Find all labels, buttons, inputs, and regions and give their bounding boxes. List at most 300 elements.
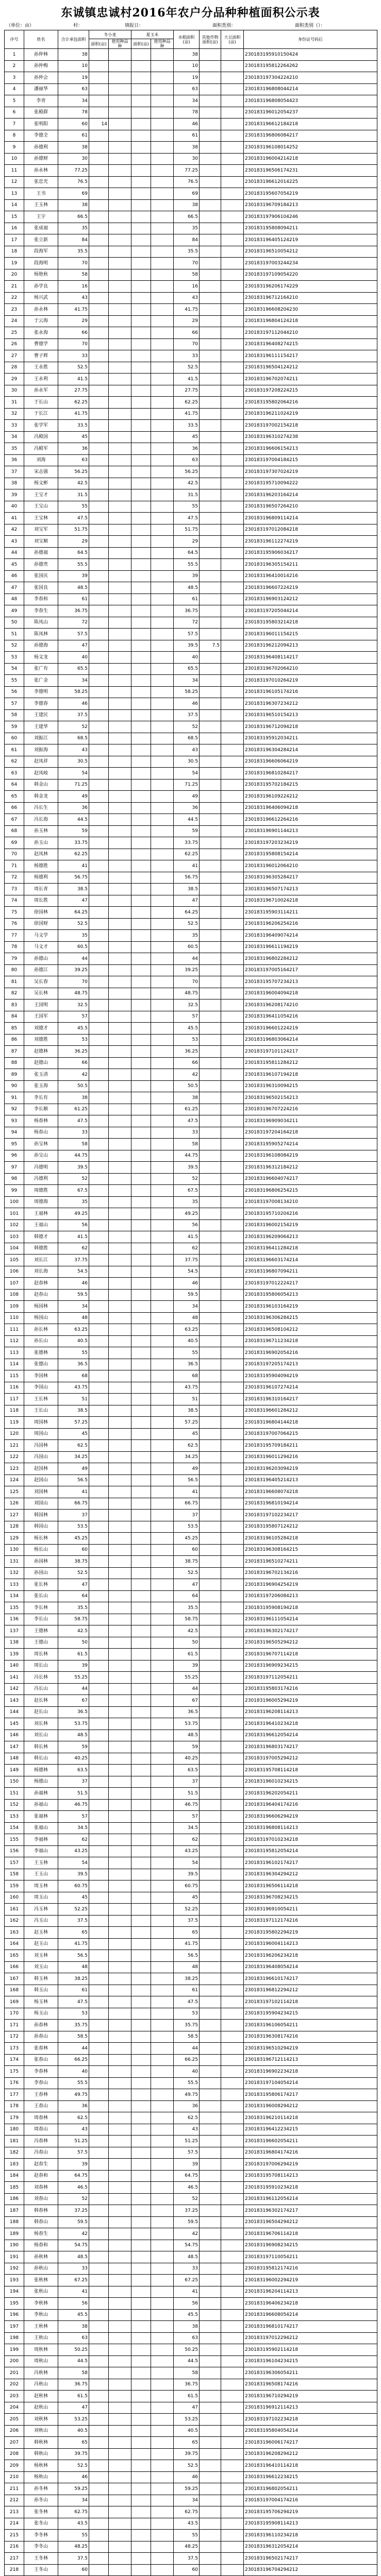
row-wheat-variety	[109, 1335, 131, 1347]
row-other-area	[200, 211, 221, 223]
row-rice-area: 38.75	[174, 1556, 200, 1568]
table-row	[5, 2263, 377, 2275]
row-corn-variety	[151, 1382, 174, 1394]
row-other-area	[200, 663, 221, 675]
row-corn-variety	[151, 1985, 174, 1996]
table-row	[5, 2425, 377, 2437]
row-account: 230183196903124212	[244, 594, 377, 605]
row-contract-area: 66.5	[58, 211, 89, 223]
row-seq: 132	[5, 1567, 24, 1579]
row-soy-area	[221, 2263, 244, 2275]
row-contract-area: 38.25	[58, 1973, 89, 1985]
table-row	[5, 2216, 377, 2228]
row-seq: 43	[5, 536, 24, 548]
row-wheat-variety	[109, 1057, 131, 1069]
row-contract-area: 54.5	[58, 1266, 89, 1278]
row-name: 冯长山	[24, 1683, 58, 1695]
row-wheat-variety	[109, 2240, 131, 2251]
row-corn-area	[131, 721, 151, 733]
table-row	[5, 281, 377, 293]
row-name: 杨德林	[24, 1765, 58, 1776]
row-corn-area	[131, 385, 151, 397]
row-corn-variety	[151, 605, 174, 617]
row-other-area	[200, 605, 221, 617]
row-corn-area	[131, 269, 151, 281]
row-other-area	[200, 2425, 221, 2437]
row-wheat-variety	[109, 2425, 131, 2437]
row-account: 230183196710024218	[244, 895, 377, 907]
row-account: 230183196310094215	[244, 1080, 377, 1092]
row-account: 230183196902054216	[244, 1347, 377, 1359]
row-account: 230183196510274211	[244, 1556, 377, 1568]
row-seq: 117	[5, 1394, 24, 1405]
row-wheat-variety	[109, 999, 131, 1011]
row-rice-area: 38	[174, 49, 200, 61]
row-name: 韩金山	[24, 779, 58, 791]
row-corn-variety	[151, 1533, 174, 1545]
row-other-area	[200, 2054, 221, 2066]
row-wheat-variety	[109, 107, 131, 118]
row-corn-area	[131, 2112, 151, 2124]
row-contract-area: 60	[58, 118, 89, 130]
row-corn-area	[131, 258, 151, 269]
row-wheat-variety	[109, 1510, 131, 1521]
row-wheat-variety	[109, 1219, 131, 1231]
row-wheat-area	[89, 2124, 109, 2136]
row-account: 230183195811284212	[244, 1057, 377, 1069]
table-row	[5, 2228, 377, 2240]
row-wheat-variety	[109, 1173, 131, 1185]
header-name: 姓名	[24, 30, 58, 49]
table-row	[5, 153, 377, 165]
row-rice-area: 66	[174, 1057, 200, 1069]
row-name: 孙永林	[24, 165, 58, 177]
row-seq: 63	[5, 768, 24, 779]
row-other-area	[200, 83, 221, 95]
row-account: 230183196306284215	[244, 1312, 377, 1324]
row-account: 230183196408114217	[244, 652, 377, 664]
row-wheat-variety	[109, 629, 131, 640]
row-contract-area: 59.5	[58, 1289, 89, 1301]
row-rice-area: 53	[174, 2008, 200, 2020]
row-wheat-variety	[109, 374, 131, 385]
row-seq: 38	[5, 478, 24, 489]
row-other-area	[200, 1034, 221, 1046]
row-wheat-variety	[109, 825, 131, 837]
row-wheat-area	[89, 675, 109, 687]
row-name: 孙宝林	[24, 1139, 58, 1150]
table-row	[5, 2100, 377, 2112]
row-corn-area	[131, 1451, 151, 1463]
row-name: 王德山	[24, 1637, 58, 1649]
row-wheat-variety	[109, 918, 131, 930]
row-rice-area: 39.5	[174, 640, 200, 652]
row-contract-area: 72	[58, 617, 89, 629]
row-account: 230183196002154219	[244, 1219, 377, 1231]
row-name: 王玉林	[24, 1857, 58, 1869]
table-row	[5, 2136, 377, 2147]
row-name: 王国明	[24, 999, 58, 1011]
row-corn-variety	[151, 2205, 174, 2217]
row-other-area	[200, 1359, 221, 1370]
row-contract-area: 38	[58, 1092, 89, 1104]
row-name: 刘春林	[24, 2182, 58, 2194]
row-corn-variety	[151, 431, 174, 443]
row-wheat-variety	[109, 2089, 131, 2101]
row-corn-variety	[151, 1069, 174, 1081]
row-corn-area	[131, 223, 151, 234]
row-name: 李青	[24, 95, 58, 107]
row-corn-variety	[151, 2495, 174, 2506]
table-row	[5, 1533, 377, 1545]
row-other-area	[200, 72, 221, 84]
row-other-area	[200, 1266, 221, 1278]
row-other-area	[200, 1486, 221, 1498]
row-seq: 144	[5, 1706, 24, 1718]
row-contract-area: 52.25	[58, 1904, 89, 1916]
row-other-area	[200, 188, 221, 200]
row-wheat-variety	[109, 941, 131, 953]
row-name: 李春林	[24, 2066, 58, 2078]
row-rice-area: 47	[174, 895, 200, 907]
row-corn-variety	[151, 1625, 174, 1637]
row-corn-area	[131, 768, 151, 779]
row-other-area	[200, 107, 221, 118]
row-corn-variety	[151, 1579, 174, 1591]
row-contract-area: 53	[58, 2008, 89, 2020]
row-corn-variety	[151, 2564, 174, 2576]
row-corn-area	[131, 1312, 151, 1324]
row-other-area	[200, 2495, 221, 2506]
table-row	[5, 1243, 377, 1255]
row-wheat-variety	[109, 443, 131, 455]
row-other-area	[200, 872, 221, 884]
row-account: 230183197008134210	[244, 1196, 377, 1208]
table-row	[5, 246, 377, 258]
row-contract-area: 59.25	[58, 2483, 89, 2495]
row-corn-area	[131, 1927, 151, 1939]
row-wheat-area	[89, 1382, 109, 1394]
row-seq: 105	[5, 1255, 24, 1266]
row-wheat-variety	[109, 2518, 131, 2530]
row-rice-area: 35.5	[174, 1602, 200, 1614]
table-row	[5, 768, 377, 779]
row-contract-area: 45	[58, 1428, 89, 1440]
row-rice-area: 35.75	[174, 2020, 200, 2031]
row-wheat-area	[89, 559, 109, 571]
row-rice-area: 44.5	[174, 814, 200, 826]
row-other-area	[200, 1637, 221, 1649]
row-corn-variety	[151, 2031, 174, 2043]
row-contract-area: 36.25	[58, 1046, 89, 1058]
row-seq: 94	[5, 1127, 24, 1139]
row-wheat-variety	[109, 49, 131, 61]
row-other-area	[200, 779, 221, 791]
row-corn-area	[131, 374, 151, 385]
row-rice-area: 61	[174, 130, 200, 142]
row-other-area	[200, 2379, 221, 2391]
row-corn-area	[131, 2379, 151, 2391]
row-corn-variety	[151, 2553, 174, 2565]
row-seq: 148	[5, 1753, 24, 1765]
table-row	[5, 1034, 377, 1046]
row-wheat-variety	[109, 2100, 131, 2112]
row-wheat-area	[89, 1231, 109, 1243]
row-account: 230183196909034211	[244, 1115, 377, 1127]
row-account: 230183196608054214	[244, 2309, 377, 2321]
row-rice-area: 49.75	[174, 2089, 200, 2101]
row-corn-variety	[151, 2263, 174, 2275]
row-soy-area	[221, 559, 244, 571]
table-row	[5, 1359, 377, 1370]
row-wheat-area	[89, 2077, 109, 2089]
row-soy-area	[221, 1046, 244, 1058]
row-other-area	[200, 1950, 221, 1962]
row-name: 王冬林	[24, 2553, 58, 2565]
row-rice-area: 36	[174, 2100, 200, 2112]
row-soy-area	[221, 884, 244, 895]
row-wheat-area	[89, 594, 109, 605]
row-wheat-variety	[109, 1463, 131, 1475]
row-seq: 165	[5, 1950, 24, 1962]
row-wheat-area	[89, 1092, 109, 1104]
row-seq: 218	[5, 2564, 24, 2576]
table-row	[5, 1544, 377, 1556]
row-corn-area	[131, 1799, 151, 1811]
row-name: 段海明	[24, 258, 58, 269]
row-other-area	[200, 2471, 221, 2483]
row-corn-area	[131, 849, 151, 860]
row-corn-variety	[151, 1602, 174, 1614]
row-soy-area	[221, 2495, 244, 2506]
row-corn-area	[131, 1857, 151, 1869]
row-wheat-area	[89, 1904, 109, 1916]
row-wheat-area	[89, 478, 109, 489]
row-account: 230183195808094211	[244, 223, 377, 234]
row-contract-area: 46.5	[58, 2182, 89, 2194]
row-other-area	[200, 1915, 221, 1927]
row-rice-area: 64.5	[174, 547, 200, 559]
row-wheat-variety	[109, 315, 131, 327]
row-corn-variety	[151, 2355, 174, 2367]
row-corn-variety	[151, 1544, 174, 1556]
row-account: 230183196308174216	[244, 2031, 377, 2043]
table-row	[5, 1255, 377, 1266]
row-wheat-area	[89, 1730, 109, 1741]
row-other-area	[200, 362, 221, 374]
row-corn-area	[131, 2170, 151, 2182]
row-account: 230183196603174214	[244, 1255, 377, 1266]
row-wheat-area	[89, 837, 109, 849]
row-corn-area	[131, 1973, 151, 1985]
row-wheat-area	[89, 652, 109, 664]
row-contract-area: 35	[58, 223, 89, 234]
row-seq: 115	[5, 1370, 24, 1382]
row-corn-area	[131, 1255, 151, 1266]
row-rice-area: 50.25	[174, 2344, 200, 2356]
table-row	[5, 1278, 377, 1290]
row-seq: 189	[5, 2228, 24, 2240]
row-wheat-area	[89, 640, 109, 652]
row-name: 张成福	[24, 223, 58, 234]
row-other-area	[200, 1150, 221, 1162]
row-wheat-variety	[109, 536, 131, 548]
table-row	[5, 142, 377, 154]
row-name: 赵秋山	[24, 2402, 58, 2414]
row-wheat-variety	[109, 1799, 131, 1811]
row-wheat-variety	[109, 1637, 131, 1649]
row-contract-area: 55	[58, 2530, 89, 2541]
row-corn-variety	[151, 698, 174, 710]
row-soy-area	[221, 1011, 244, 1023]
row-other-area	[200, 2077, 221, 2089]
table-row	[5, 756, 377, 768]
row-seq: 188	[5, 2216, 24, 2228]
row-wheat-area	[89, 1057, 109, 1069]
row-name: 刘宝军	[24, 524, 58, 536]
row-rice-area: 58.75	[174, 1614, 200, 1625]
row-corn-variety	[151, 2286, 174, 2298]
row-wheat-variety	[109, 860, 131, 872]
row-wheat-area	[89, 431, 109, 443]
row-rice-area: 36.5	[174, 1359, 200, 1370]
row-wheat-variety	[109, 153, 131, 165]
table-row	[5, 420, 377, 432]
row-seq: 181	[5, 2136, 24, 2147]
row-seq: 57	[5, 698, 24, 710]
row-rice-area: 58	[174, 269, 200, 281]
row-wheat-area	[89, 1405, 109, 1417]
row-corn-area	[131, 2089, 151, 2101]
table-row	[5, 2541, 377, 2553]
row-other-area	[200, 1973, 221, 1985]
table-row	[5, 1602, 377, 1614]
table-row	[5, 1150, 377, 1162]
row-wheat-area	[89, 2275, 109, 2286]
row-seq: 24	[5, 315, 24, 327]
row-corn-variety	[151, 1440, 174, 1452]
row-rice-area: 40.5	[174, 2425, 200, 2437]
table-row	[5, 976, 377, 988]
row-wheat-variety	[109, 2228, 131, 2240]
row-seq: 89	[5, 1069, 24, 1081]
row-corn-area	[131, 1034, 151, 1046]
row-seq: 197	[5, 2321, 24, 2333]
row-other-area	[200, 1440, 221, 1452]
row-rice-area: 62	[174, 1834, 200, 1846]
table-row	[5, 1985, 377, 1996]
row-corn-variety	[151, 1463, 174, 1475]
row-contract-area: 69	[58, 188, 89, 200]
row-account: 230183196406234218	[244, 2298, 377, 2310]
row-other-area	[200, 930, 221, 942]
row-name: 王春山	[24, 2100, 58, 2112]
row-wheat-area	[89, 629, 109, 640]
row-contract-area: 33.75	[58, 837, 89, 849]
row-other-area	[200, 1278, 221, 1290]
row-wheat-area	[89, 199, 109, 211]
row-seq: 217	[5, 2553, 24, 2565]
row-wheat-variety	[109, 2391, 131, 2402]
row-seq: 128	[5, 1521, 24, 1533]
row-wheat-variety	[109, 1475, 131, 1486]
row-name: 李德全	[24, 130, 58, 142]
row-wheat-variety	[109, 1185, 131, 1197]
row-seq: 185	[5, 2182, 24, 2194]
table-row	[5, 454, 377, 466]
row-account: 230183197012294212	[244, 2332, 377, 2344]
row-wheat-area	[89, 234, 109, 246]
row-wheat-area	[89, 524, 109, 536]
row-account: 230183197109054220	[244, 269, 377, 281]
row-name: 刘长海	[24, 1266, 58, 1278]
row-corn-area	[131, 1011, 151, 1023]
row-rice-area: 54	[174, 1857, 200, 1869]
row-other-area	[200, 709, 221, 721]
row-soy-area	[221, 2506, 244, 2518]
row-name: 孙德财	[24, 153, 58, 165]
row-rice-area: 42	[174, 1069, 200, 1081]
row-wheat-variety	[109, 1440, 131, 1452]
row-other-area	[200, 825, 221, 837]
row-rice-area: 38.5	[174, 884, 200, 895]
row-account: 230183196910054211	[244, 1904, 377, 1916]
row-corn-area	[131, 2437, 151, 2449]
row-soy-area	[221, 837, 244, 849]
row-name: 杨德山	[24, 1776, 58, 1788]
row-contract-area: 39	[58, 570, 89, 582]
row-seq: 124	[5, 1475, 24, 1486]
row-wheat-variety	[109, 2506, 131, 2518]
row-corn-area	[131, 130, 151, 142]
row-account: 230183195707234213	[244, 976, 377, 988]
row-rice-area: 38.25	[174, 1973, 200, 1985]
row-corn-variety	[151, 860, 174, 872]
row-wheat-area	[89, 1359, 109, 1370]
row-account: 230183196510054212	[244, 246, 377, 258]
row-corn-variety	[151, 72, 174, 84]
row-corn-area	[131, 1706, 151, 1718]
row-name: 周国林	[24, 1417, 58, 1429]
row-soy-area	[221, 2008, 244, 2020]
row-corn-variety	[151, 2541, 174, 2553]
row-contract-area: 39.25	[58, 964, 89, 976]
row-rice-area: 34	[174, 675, 200, 687]
row-seq: 182	[5, 2147, 24, 2159]
row-corn-area	[131, 1104, 151, 1115]
row-wheat-variety	[109, 2136, 131, 2147]
row-seq: 114	[5, 1359, 24, 1370]
table-row	[5, 2124, 377, 2136]
row-corn-area	[131, 2448, 151, 2460]
row-name: 刘长江	[24, 1255, 58, 1266]
row-corn-area	[131, 1219, 151, 1231]
row-wheat-variety	[109, 559, 131, 571]
row-wheat-variety	[109, 1069, 131, 1081]
row-soy-area	[221, 49, 244, 61]
row-wheat-area	[89, 292, 109, 304]
row-corn-variety	[151, 1162, 174, 1174]
row-corn-variety	[151, 2193, 174, 2205]
row-corn-variety	[151, 2100, 174, 2112]
row-account: 230183196709184213	[244, 199, 377, 211]
row-name: 李长有	[24, 1092, 58, 1104]
row-name: 杨国山	[24, 1312, 58, 1324]
row-rice-area: 53.25	[174, 2414, 200, 2426]
row-account: 230183195807124212	[244, 1521, 377, 1533]
row-account: 230183196012054237	[244, 107, 377, 118]
row-rice-area: 47.5	[174, 513, 200, 524]
